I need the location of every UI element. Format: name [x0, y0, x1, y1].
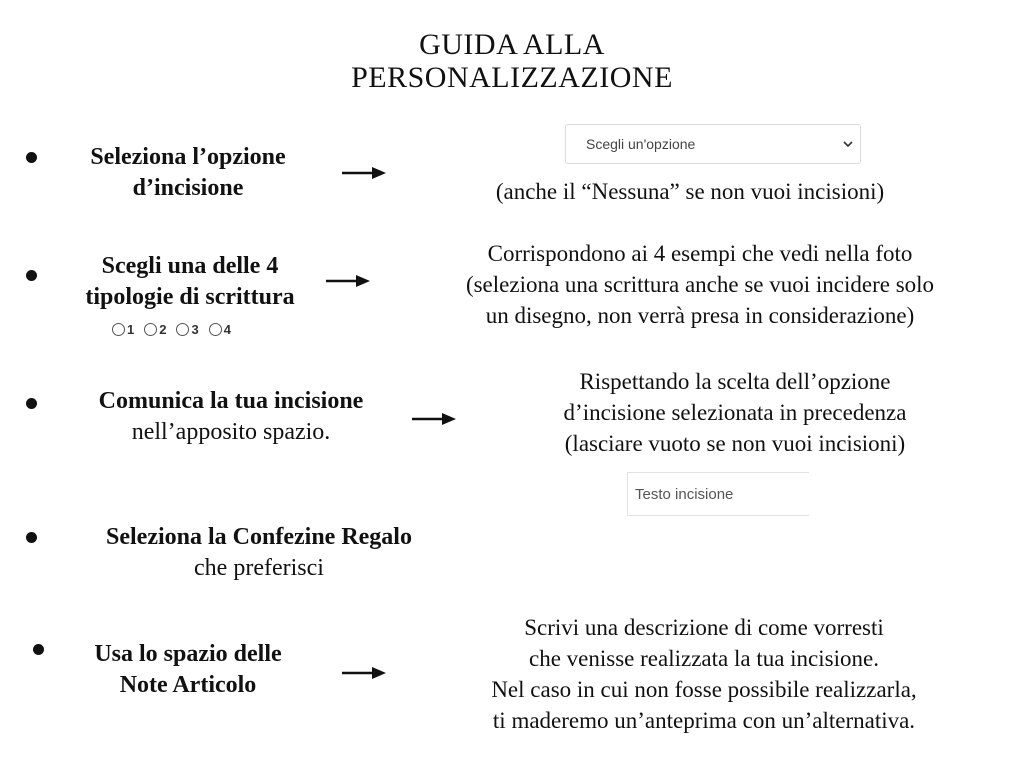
step-1-label-text: Seleziona l’opzione d’incisione [90, 144, 286, 201]
engraving-text-placeholder: Testo incisione [635, 486, 734, 503]
page-title-line-1: GUIDA ALLA [419, 28, 605, 61]
step-2-desc-line-1: Corrispondono ai 4 esempi che vedi nella foto [487, 241, 913, 266]
writing-type-radios [112, 322, 231, 337]
radio-option-3[interactable] [176, 322, 198, 337]
step-5-desc-line-1: Scrivi una descrizione di come vorresti [524, 615, 884, 640]
page-title-line-2: PERSONALIZZAZIONE [351, 61, 673, 94]
step-5-description [396, 612, 1012, 736]
radio-circle-icon [144, 323, 157, 336]
step-4-label-bold: Seleziona la Confezine Regalo [106, 524, 412, 550]
radio-option-label: 3 [191, 322, 199, 337]
step-2-description [390, 238, 1010, 331]
step-5-desc-line-2: che venisse realizzata la tua incisione. [529, 646, 879, 671]
step-5-desc-line-3: Nel caso in cui non fosse possibile realizzarla, [491, 677, 917, 702]
step-2-label-line-2: tipologie di scrittura [85, 284, 295, 310]
arrow-right-icon [342, 666, 386, 680]
step-1-note [400, 176, 980, 207]
step-3-desc-line-1: Rispettando la scelta dell’opzione [579, 369, 891, 394]
radio-circle-icon [209, 323, 222, 336]
radio-option-label: 4 [223, 322, 231, 337]
step-5-label-line-2: Note Articolo [119, 672, 257, 698]
step-5-label [52, 639, 324, 701]
step-3-desc-line-2: d’incisione selezionata in precedenza [563, 400, 907, 425]
bullet-2 [26, 270, 37, 281]
radio-circle-icon [112, 323, 125, 336]
step-4-label-normal: che preferisci [194, 555, 324, 581]
step-4-label [46, 522, 472, 584]
page-title [0, 28, 1024, 94]
engraving-text-input[interactable] [627, 472, 809, 516]
step-3-label-bold: Comunica la tua incisione [98, 388, 364, 414]
radio-circle-icon [176, 323, 189, 336]
engraving-option-select[interactable] [565, 124, 861, 164]
bullet-1 [26, 152, 37, 163]
step-2-label [40, 251, 340, 313]
step-2-label-line-1: Scegli una delle 4 [101, 253, 279, 279]
step-3-label [46, 386, 416, 448]
step-2-desc-line-2: (seleziona una scrittura anche se vuoi incidere solo [465, 272, 935, 297]
radio-option-1[interactable] [112, 322, 134, 337]
step-1-label [50, 142, 326, 204]
bullet-5 [33, 644, 44, 655]
step-1-note-text: (anche il “Nessuna” se non vuoi incisioni) [495, 179, 885, 204]
step-3-description [440, 366, 1024, 459]
step-5-desc-line-4: ti maderemo un’anteprima con un’alternativa. [492, 708, 916, 733]
radio-option-2[interactable] [144, 322, 166, 337]
bullet-3 [26, 398, 37, 409]
arrow-right-icon [342, 166, 386, 180]
arrow-right-icon [326, 274, 370, 288]
select-placeholder: Scegli un'opzione [586, 136, 696, 152]
step-2-desc-line-3: un disegno, non verrà presa in considerazione) [485, 303, 915, 328]
chevron-down-icon [842, 138, 854, 150]
step-5-label-line-1: Usa lo spazio delle [94, 641, 282, 667]
step-3-desc-line-3: (lasciare vuoto se non vuoi incisioni) [564, 431, 906, 456]
bullet-4 [26, 532, 37, 543]
step-3-label-normal: nell’apposito spazio. [131, 419, 331, 445]
radio-option-label: 1 [127, 322, 135, 337]
radio-option-label: 2 [159, 322, 167, 337]
radio-option-4[interactable] [209, 322, 231, 337]
